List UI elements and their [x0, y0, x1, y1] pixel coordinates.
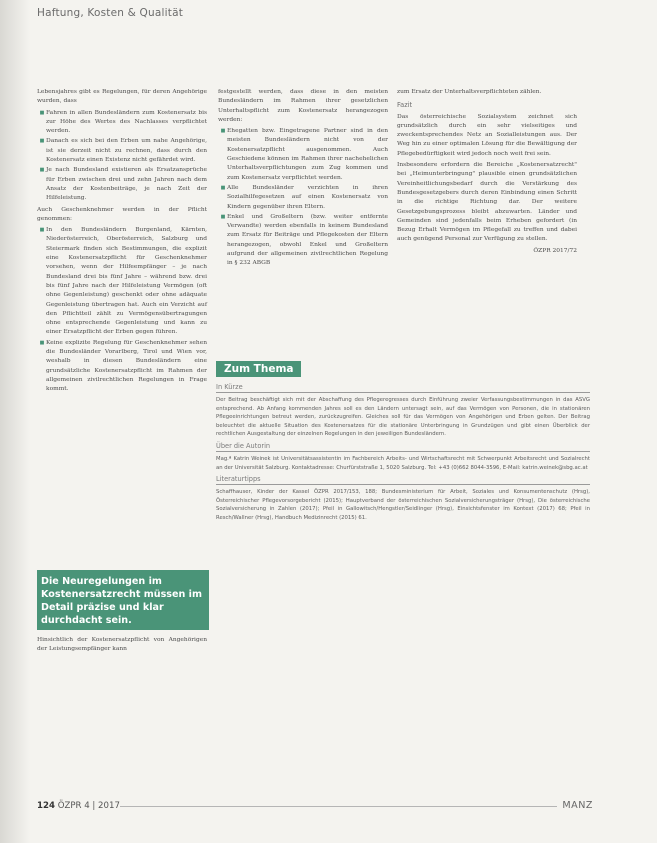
list-item: • Danach es sich bei den Erben um nahe Angehörige, ist sie derzeit nicht zu rechnen, dass durch den Kostenersatz einen Existenz nicht gefährdet wird. — [46, 137, 207, 165]
paragraph: Das österreichische Sozialsystem zeichnet sich grundsätzlich durch ein sehr vielseitiges und zweckentsprechendes Netz an Sozialleistungen aus. Der Weg hin zu einer optimalen Lösung für die Bewältigung der Pflegebedürftigkeit wird jedoch noch weit frei sein. — [397, 113, 577, 157]
paragraph: Auch Geschenknehmer werden in der Pflicht genommen: — [37, 206, 207, 222]
list-item: • Keine explizite Regelung für Geschenknehmer sehen die Bundesländer Vorarlberg, Tirol und Wien vor, weshalb in diesen Bundesländern eine grundsätzliche Kostenersatzpflicht im Rahmen der allgemeinen zivilrechtlichen Regelungen in Frage kommt. — [46, 339, 207, 395]
list-item: • Alle Bundesländer verzichten in ihren Sozialhilfegesetzen auf einen Kostenersatz von Kindern gegenüber ihren Eltern. — [227, 184, 388, 212]
section-heading-in-kuerze: In Kürze — [216, 383, 590, 393]
section-heading-autorin: Über die Autorin — [216, 442, 590, 452]
section-text: Schaffhauser, Kinder der Kassel ÖZPR 2017/153, 188; Bundesministerium für Arbeit, Soziales und Konsumentenschutz (Hrsg), Österreichischer Pflegevorsorgebericht (2015); Hauptverband der österreichischen Sozialversicherungsträger (Hrsg), Die österreichische Sozialversicherung in Zahlen (2017); Pfeil in Gallowitsch/Hengstler/Seidlinger (Hrsg), Einsichtsfenster im Kontext (2017) 68; Pfeil in Resch/Wallner (Hrsg), Handbuch Medizinrecht (2015) 61. — [216, 489, 590, 521]
footer-divider — [120, 806, 557, 807]
page-number: 124 — [37, 801, 55, 811]
scan-shadow-edge — [0, 0, 30, 843]
list-item: • Enkel und Großeltern (bzw. weiter entfernte Verwandte) werden ebenfalls in keinem Bundesland zum Ersatz für Beiträge und Pflegekosten der Eltern herangezogen, obwohl Enkel und Großeltern aufgrund der allgemeinen zivilrechtlichen Regelung in § 232 ABGB — [227, 213, 388, 269]
citation: ÖZPR 2017/72 — [533, 247, 577, 254]
column-1 — [37, 88, 207, 397]
column-2 — [218, 88, 388, 271]
page-footer — [37, 801, 120, 811]
list-item: • Je nach Bundesland existieren als Ersatzansprüche für Erben zwischen drei und zehn Jahren nach dem Ansatz der Kostenbeiträge, je nach Zeit der Hilfeleistung. — [46, 166, 207, 203]
journal-issue: ÖZPR 4 | 2017 — [57, 801, 120, 811]
paragraph: zum Ersatz der Unterhaltsverpflichteten zählen. — [397, 89, 542, 95]
section-text: Mag.ª Katrin Weinek ist Universitätsassistentin im Fachbereich Arbeits- und Wirtschaftsrecht mit Schwerpunkt Arbeitsrecht und Sozialrecht an der Universität Salzburg. Kontaktadresse: Churfürststraße 1, 5020 Salzburg. Tel: +43 (0)662 8044-3596, E-Mail: katrin.weinek@sbg.ac.at — [216, 455, 590, 471]
pull-quote-box: Die Neuregelungen im Kostenersatzrecht müssen im Detail präzise und klar durchdacht sein. — [37, 570, 209, 630]
bullet-list — [37, 226, 207, 394]
zum-thema-panel — [216, 357, 590, 523]
column-3 — [397, 88, 577, 258]
running-header: Haftung, Kosten & Qualität — [37, 7, 184, 19]
paragraph: festgestellt werden, dass diese in den meisten Bundesländern im Rahmen ihrer gesetzlichen Unterhaltspflicht zum Kostenersatz herangezogen werden: — [218, 89, 388, 123]
list-item: • In den Bundesländern Burgenland, Kärnten, Niederösterreich, Oberösterreich, Salzburg und Steiermark finden sich Bestimmungen, die explizit eine Kostenersatzpflicht für Geschenknehmer vorsehen, wenn der Hilfeempfänger – je nach Bundesland drei bis fünf Jahre – während bzw. drei bis fünf Jahre nach der Hilfeleistung Vermögen (oft ohne Gegenleistung) geschenkt oder ohne adäquate Gegenleistung übertragen hat. Auch ein Verzicht auf den Pflichtteil zählt zu Vermögensübertragungen ohne entsprechende Gegenleistung und kann zu einer Ersatzpflicht der Erben gegen führen. — [46, 226, 207, 338]
paragraph: Lebensjahres gibt es Regelungen, für deren Angehörige wurden, dass — [37, 89, 207, 105]
fazit-heading: Fazit — [397, 101, 413, 110]
list-item: • Fahren in allen Bundesländern zum Kostenersatz bis zur Höhe des Wertes des Nachlasses verpflichtet werden. — [46, 109, 207, 137]
panel-title: Zum Thema — [216, 361, 301, 377]
bullet-list — [218, 127, 388, 268]
section-text: Der Beitrag beschäftigt sich mit der Abschaffung des Pflegeregresses durch Einführung zweier Verfassungsbestimmungen in das ASVG entsprechend. Ab Anfang kommenden Jahres soll es den Ländern untersagt sein, auf das Vermögen von Personen, die in stationären Pflegeeinrichtungen betreut werden, zurückzugreifen. Gleiches soll für das Vermögen von Angehörigen und Erben gelten. Der Beitrag beleuchtet die aktuelle Situation des Kostenersatzes für die stationäre Unterbringung in Grundzügen und gibt einen Überblick der rechtlichen Ausgestaltung der einzelnen Regelungen in den jeweiligen Bundesländern. — [216, 397, 590, 438]
list-item: • Ehegatten bzw. Eingetragene Partner sind in den meisten Bundesländern nicht von der Kostenersatzpflicht ausgenommen. Auch Geschiedene können im Rahmen ihrer nachehelichen Unterhaltsverpflichtungen zum Zug kommen und zum Kostenersatz verpflichtet werden. — [227, 127, 388, 183]
publisher-logo: MANZ — [562, 800, 593, 811]
column-1-continuation: Hinsichtlich der Kostenersatzpflicht von Angehörigen der Leistungsempfänger kann — [37, 637, 207, 653]
bullet-list — [37, 109, 207, 204]
section-heading-literatur: Literaturtipps — [216, 475, 590, 485]
paragraph: Insbesondere erfordern die Bereiche „Kostenersatzrecht" bei „Heimunterbringung" plausible einen grundsätzlichen Vereinheitlichungsbedarf durch die Verstärkung des Bundesgesetzgebers durch deren Einbindung einen Schritt in die richtige Richtung dar. Der weitere Gesetzgebungsprozess bleibt abzuwarten. Länder und Gemeinden sind jedenfalls beim Erheben gefordert (in Bezug Erhalt Vermögen im Pflegefall zu treffen und dabei auch genügend Personal zur Verfügung zu stellen. — [397, 162, 577, 243]
